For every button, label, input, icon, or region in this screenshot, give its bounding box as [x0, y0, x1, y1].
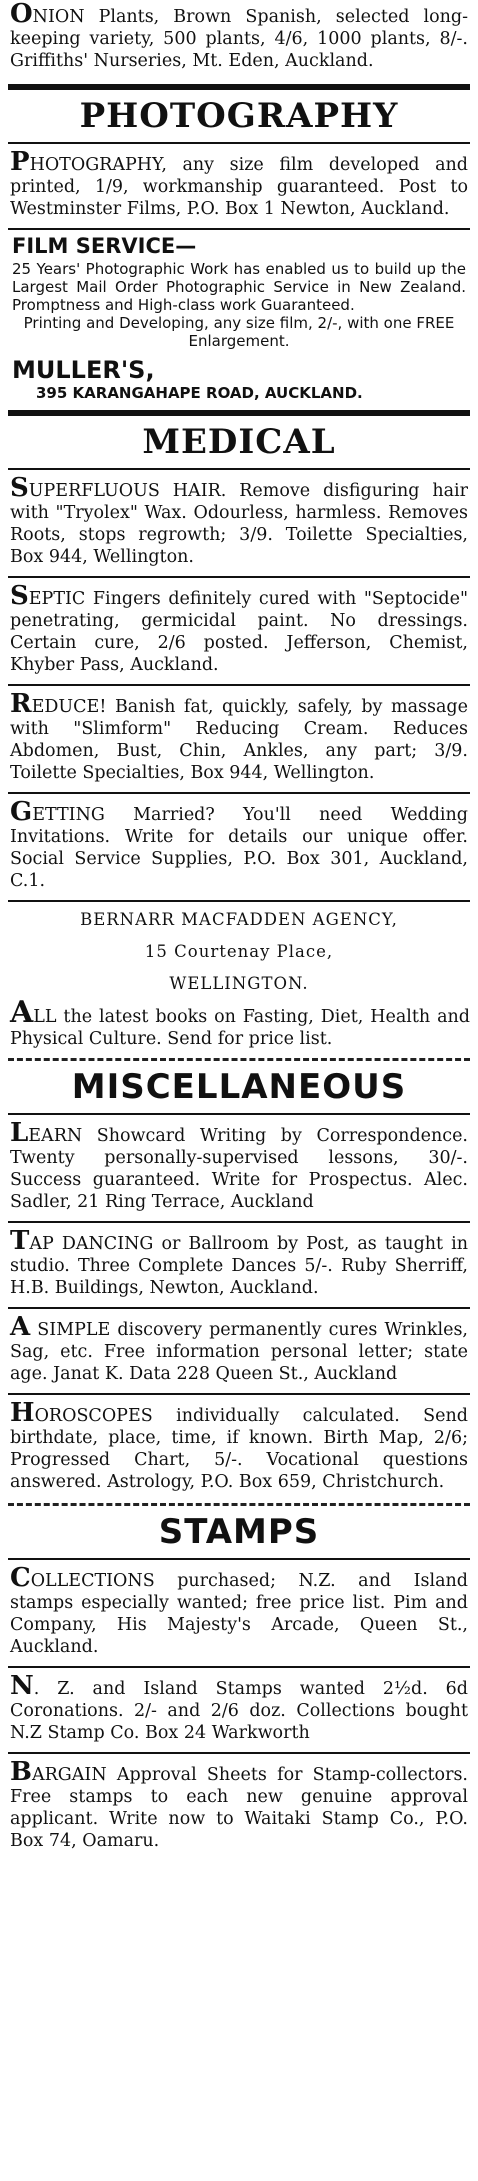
divider [8, 1752, 470, 1754]
divider [8, 1307, 470, 1309]
ad-text: EDUCE! Banish fat, quickly, safely, by massage with "Slimform" Reducing Cream. Reduces Abdomen, Bust, Chin, Ankles, any part; 3/9. Toilette Specialties, Box 944, Wellington. [10, 697, 468, 783]
ad-text: UPERFLUOUS HAIR. Remove disfiguring hair with "Tryolex" Wax. Odourless, harmless. Removes Roots, stops regrowth; 3/9. Toilette Specialties, Box 944, Wellington. [10, 481, 468, 567]
ad-text: OLLECTIONS purchased; N.Z. and Island stamps especially wanted; free price list. Pim and Company, His Majesty's Arcade, Queen St., Auckland. [10, 1571, 468, 1657]
muller-name: MULLER'S, [12, 356, 155, 384]
agency-name: BERNARR MACFADDEN AGENCY, [80, 910, 398, 929]
divider [8, 228, 470, 230]
drop-letter: S [10, 581, 29, 611]
ad-text: AP DANCING or Ballroom by Post, as taught in studio. Three Complete Dances 5/-. Ruby Sherriff, H.B. Buildings, Newton, Auckland. [10, 1234, 468, 1298]
drop-letter: A [10, 1312, 31, 1342]
film-service-title: FILM SERVICE— [12, 234, 197, 258]
divider [8, 1558, 470, 1560]
section-divider [8, 1503, 470, 1506]
ad-text: . Z. and Island Stamps wanted 2½d. 6d Coronations. 2/- and 2/6 doz. Collections bought N.Z Stamp Co. Box 24 Warkworth [10, 1679, 468, 1743]
ad-westminster-films [8, 148, 470, 224]
section-heading-stamps: STAMPS [158, 1512, 320, 1552]
drop-letter: T [10, 1226, 30, 1256]
divider [8, 576, 470, 578]
divider [8, 900, 470, 902]
section-divider [8, 1058, 470, 1061]
agency-city: WELLINGTON. [169, 974, 309, 993]
ad-superfluous-hair [8, 474, 470, 572]
section-divider [8, 410, 470, 416]
drop-letter: B [10, 1757, 32, 1787]
section-heading-photography: PHOTOGRAPHY [79, 96, 399, 136]
ad-island-stamps [8, 1672, 470, 1748]
ad-bargain-approval [8, 1758, 470, 1856]
divider [8, 1393, 470, 1395]
classified-column [8, 0, 470, 1856]
divider [8, 1113, 470, 1115]
divider [8, 1666, 470, 1668]
ad-tap-dancing [8, 1227, 470, 1303]
drop-letter: L [10, 1118, 29, 1148]
ad-text: OROSCOPES individually calculated. Send birthdate, place, time, if known. Birth Map, 2/6; Progressed Chart, 5/-. Vocational questions answered. Astrology, P.O. Box 659, Christchurch. [10, 1406, 468, 1492]
divider [8, 468, 470, 470]
drop-letter: C [10, 1563, 31, 1593]
film-service-price: Printing and Developing, any size film, 2/-, with one FREE Enlargement. [23, 314, 455, 350]
divider [8, 142, 470, 144]
ad-getting-married [8, 798, 470, 896]
divider [8, 684, 470, 686]
ad-text: HOTOGRAPHY, any size film developed and printed, 1/9, workmanship guaranteed. Post to Westminster Films, P.O. Box 1 Newton, Auckland. [10, 155, 468, 219]
drop-letter: R [10, 689, 32, 719]
divider [8, 792, 470, 794]
ad-wrinkles [8, 1313, 470, 1389]
ad-reduce [8, 690, 470, 788]
ad-text: SIMPLE discovery permanently cures Wrinkles, Sag, etc. Free information personal letter; state age. Janat K. Data 228 Queen St., Auckland [10, 1320, 468, 1384]
ad-fasting-books [10, 995, 470, 1050]
ad-text: EARN Showcard Writing by Correspondence. Twenty personally-supervised lessons, 30/-. Success guaranteed. Write for Prospectus. Alec. Sadler, 21 Ring Terrace, Auckland [10, 1126, 468, 1212]
section-heading-medical: MEDICAL [142, 422, 336, 462]
drop-letter: A [10, 995, 34, 1030]
ad-onion-plants [8, 0, 470, 76]
section-divider [8, 84, 470, 90]
drop-letter: O [10, 0, 33, 29]
ad-septic-fingers [8, 582, 470, 680]
drop-letter: G [10, 797, 33, 827]
ad-showcard-writing [8, 1119, 470, 1217]
drop-letter: P [10, 147, 30, 177]
drop-letter: H [10, 1398, 35, 1428]
section-heading-miscellaneous: MISCELLANEOUS [71, 1067, 407, 1107]
ad-text: NION Plants, Brown Spanish, selected long-keeping variety, 500 plants, 4/6, 1000 plants, 8/-. Griffiths' Nurseries, Mt. Eden, Auckland. [10, 7, 468, 71]
ad-horoscopes [8, 1399, 470, 1497]
agency-street: 15 Courtenay Place, [144, 942, 334, 961]
ad-text: LL the latest books on Fasting, Diet, Health and Physical Culture. Send for price list. [10, 1007, 470, 1049]
film-service-body: 25 Years' Photographic Work has enabled us to build up the Largest Mail Order Photographic Service in New Zealand. Promptness and High-class work Guaranteed. [12, 260, 466, 314]
ad-text: ETTING Married? You'll need Wedding Invitations. Write for details our unique offer. Social Service Supplies, P.O. Box 301, Auckland, C.1. [10, 805, 468, 891]
muller-address: 395 KARANGAHAPE ROAD, AUCKLAND. [36, 384, 363, 402]
drop-letter: S [10, 473, 29, 503]
ad-collections-purchased [8, 1564, 470, 1662]
divider [8, 1221, 470, 1223]
ad-text: EPTIC Fingers definitely cured with "Septocide" penetrating, germicidal paint. No dressings. Certain cure, 2/6 posted. Jefferson, Chemist, Khyber Pass, Auckland. [10, 589, 468, 675]
drop-letter: N [10, 1671, 34, 1701]
ad-text: ARGAIN Approval Sheets for Stamp-collectors. Free stamps to each new genuine approval applicant. Write now to Waitaki Stamp Co., P.O. Box 74, Oamaru. [10, 1765, 468, 1851]
